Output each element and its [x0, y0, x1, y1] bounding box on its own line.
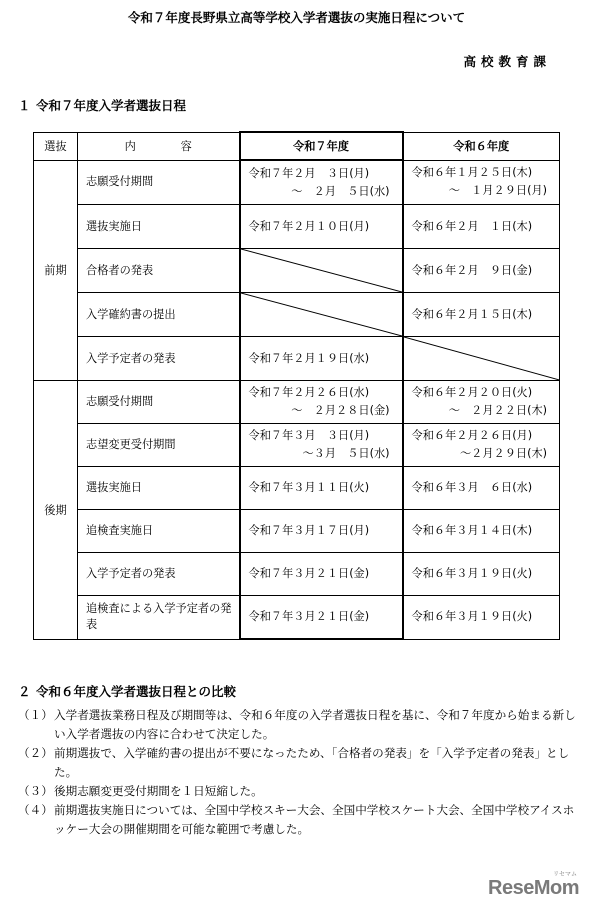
note-text: 前期選抜で、入学確約書の提出が不要になったため、「合格者の発表」を「入学予定者の発表」とした。 [54, 746, 570, 779]
note-number: （３） [18, 784, 53, 798]
schedule-table [33, 131, 560, 640]
comparison-notes [18, 706, 578, 839]
diagonal-line [241, 293, 402, 336]
section2-title: 令和６年度入学者選抜日程との比較 [36, 684, 237, 699]
row-item: 合格者の発表 [78, 249, 240, 293]
r6-date: 令和６年２月１５日(木) [403, 293, 560, 337]
header-r6: 令和６年度 [403, 132, 560, 160]
table-row [34, 381, 560, 424]
table-row [34, 160, 560, 205]
r7-not-applicable [240, 249, 403, 293]
row-item: 選抜実施日 [78, 205, 240, 249]
r7-date: 令和７年３月２１日(金) [240, 553, 403, 596]
table-row [34, 596, 560, 640]
row-item: 選抜実施日 [78, 467, 240, 510]
date-line: 令和７年３月 ３日(月) [248, 429, 370, 442]
r6-not-applicable [403, 337, 560, 381]
date-line: ～ ２月２８日(金) [291, 404, 390, 417]
table-row [34, 510, 560, 553]
section2-heading [18, 682, 236, 700]
date-line: 令和６年２月２０日(火) [411, 386, 533, 399]
list-item [18, 801, 578, 839]
diagonal-line [241, 249, 402, 292]
date-line: 令和６年２月２６日(月) [411, 429, 533, 442]
r7-date: 令和７年３月２１日(金) [240, 596, 403, 640]
r7-date [240, 424, 403, 467]
date-line: 令和７年２月 ３日(月) [248, 166, 370, 180]
table-row [34, 249, 560, 293]
section1-number: １ [18, 98, 31, 113]
row-item: 入学予定者の発表 [78, 337, 240, 381]
date-line: 令和６年１月２５日(木) [411, 166, 533, 180]
table-row [34, 293, 560, 337]
period-zenki: 前期 [34, 160, 78, 381]
period-kouki: 後期 [34, 381, 78, 640]
row-item: 志願受付期間 [78, 381, 240, 424]
section2-number: ２ [18, 684, 31, 699]
logo-text: ReseMom [488, 877, 579, 899]
r7-not-applicable [240, 293, 403, 337]
r7-date: 令和７年３月１７日(月) [240, 510, 403, 553]
table-header-row [34, 132, 560, 160]
date-line: 令和７年２月２６日(水) [248, 386, 370, 399]
note-number: （２） [18, 746, 53, 760]
diagonal-line [404, 337, 560, 380]
row-item: 追検査による入学予定者の発表 [78, 596, 240, 640]
note-text: 後期志願変更受付期間を１日短縮した。 [54, 784, 263, 798]
r7-date: 令和７年３月１１日(火) [240, 467, 403, 510]
r6-date: 令和６年３月１９日(火) [403, 596, 560, 640]
section1-heading [18, 96, 186, 114]
table-row [34, 205, 560, 249]
department-name: 高校教育課 [463, 54, 551, 69]
row-item: 志願受付期間 [78, 160, 240, 205]
header-r7: 令和７年度 [240, 132, 403, 160]
row-item: 追検査実施日 [78, 510, 240, 553]
header-selection: 選抜 [34, 132, 78, 160]
table-row [34, 424, 560, 467]
r6-date [403, 160, 560, 205]
r6-date [403, 424, 560, 467]
note-text: 入学者選抜業務日程及び期間等は、令和６年度の入学者選抜日程を基に、令和７年度から始まる新しい入学者選抜の内容に合わせて決定した。 [54, 708, 576, 741]
table-row [34, 337, 560, 381]
date-line: ～ ２月 ５日(水) [291, 184, 390, 198]
list-item [18, 706, 578, 744]
r7-date: 令和７年２月１０日(月) [240, 205, 403, 249]
document-title: 令和７年度長野県立高等学校入学者選抜の実施日程について [127, 10, 466, 25]
date-line: ～ １月２９日(月) [448, 184, 547, 198]
header-content: 内 容 [78, 132, 240, 160]
r7-date [240, 381, 403, 424]
note-number: （４） [18, 803, 53, 817]
r6-date [403, 381, 560, 424]
logo-subtext: リセマム [553, 872, 577, 878]
list-item [18, 782, 578, 801]
date-line: ～３月 ５日(水) [302, 447, 390, 460]
date-line: ～ ２月２２日(木) [448, 404, 547, 417]
r6-date: 令和６年２月 １日(木) [403, 205, 560, 249]
row-item: 入学確約書の提出 [78, 293, 240, 337]
r7-date: 令和７年２月１９日(水) [240, 337, 403, 381]
note-number: （１） [18, 708, 53, 722]
r6-date: 令和６年３月１９日(火) [403, 553, 560, 596]
section1-title: 令和７年度入学者選抜日程 [36, 98, 187, 113]
r6-date: 令和６年３月 ６日(水) [403, 467, 560, 510]
row-item: 入学予定者の発表 [78, 553, 240, 596]
table-row [34, 553, 560, 596]
r7-date [240, 160, 403, 205]
r6-date: 令和６年３月１４日(木) [403, 510, 560, 553]
note-text: 前期選抜実施日については、全国中学校スキー大会、全国中学校スケート大会、全国中学校アイスホッケー大会の開催期間を可能な範囲で考慮した。 [54, 803, 575, 836]
resemom-logo [488, 872, 579, 900]
table-row [34, 467, 560, 510]
list-item [18, 744, 578, 782]
date-line: ～２月２９日(木) [459, 447, 547, 460]
row-item: 志望変更受付期間 [78, 424, 240, 467]
r6-date: 令和６年２月 ９日(金) [403, 249, 560, 293]
